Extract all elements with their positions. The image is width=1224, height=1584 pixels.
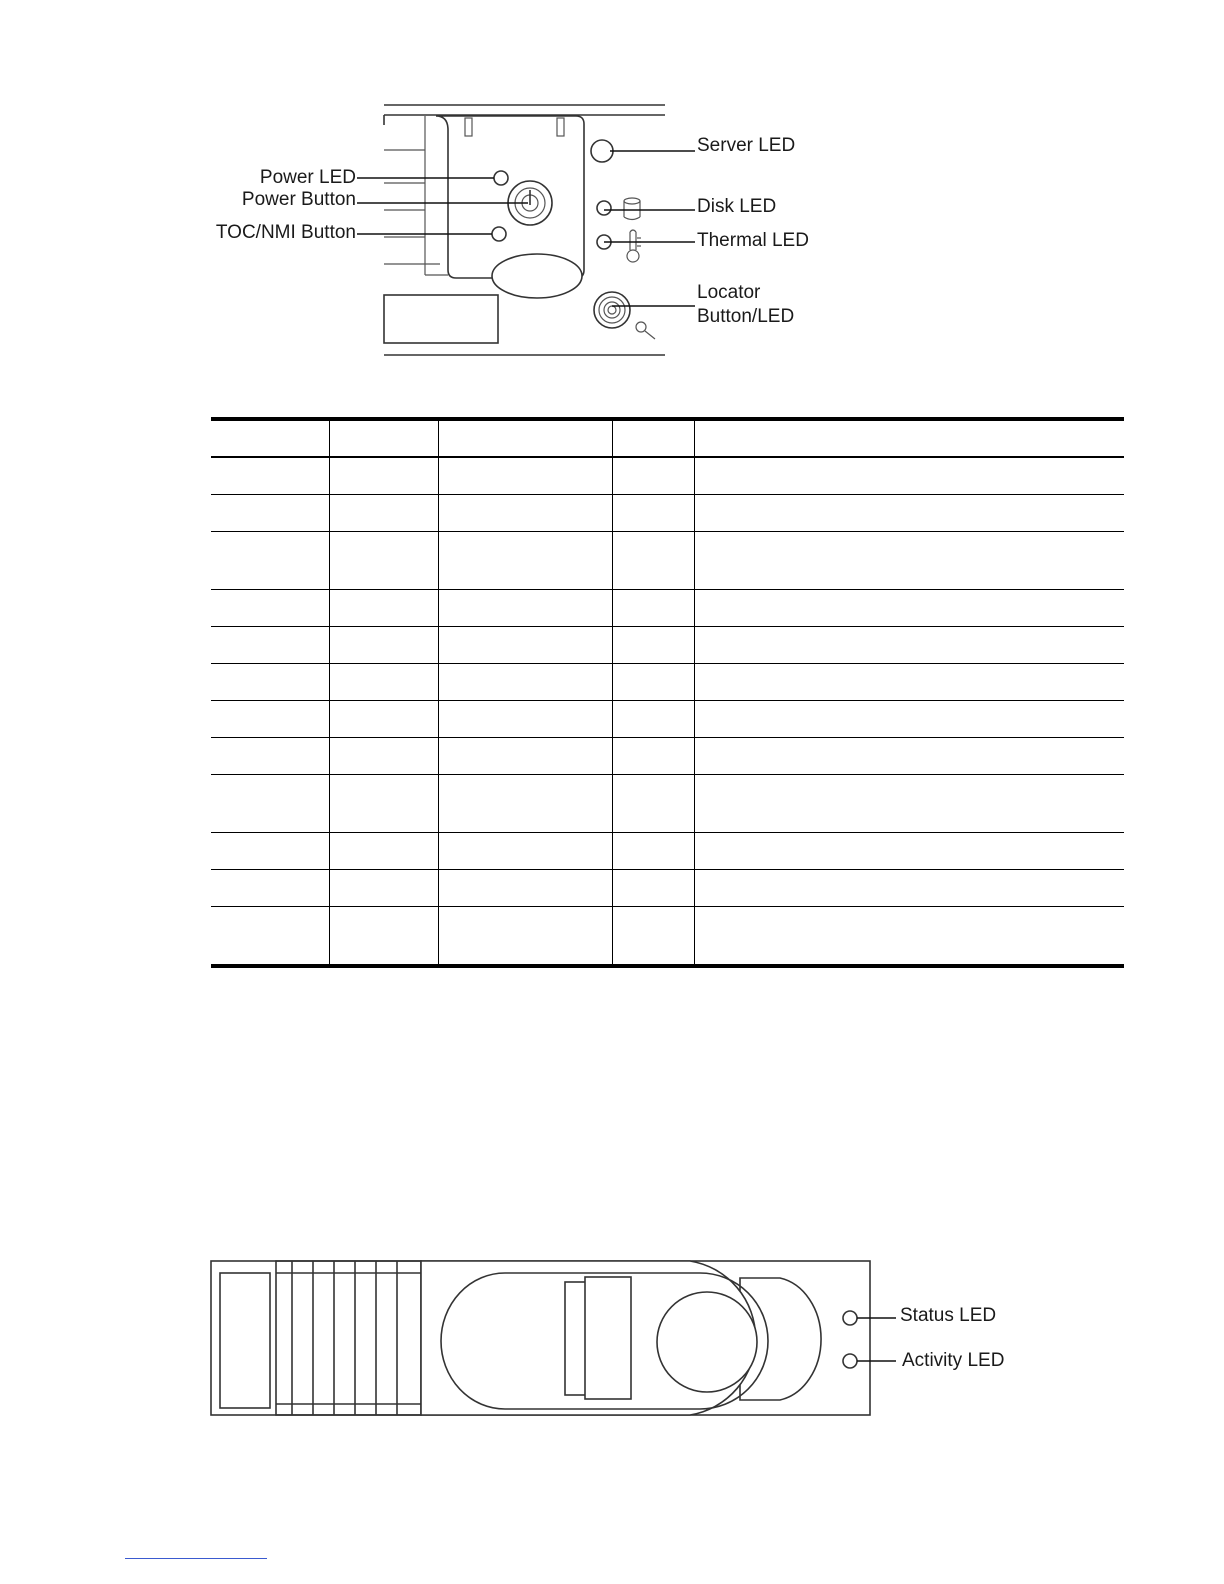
table-header-row [211, 419, 1124, 457]
table-row [211, 833, 1124, 870]
power-led-label: Power LED [259, 167, 356, 188]
table-header-cell [612, 419, 694, 457]
table-row [211, 775, 1124, 833]
toc-nmi-button-label: TOC/NMI Button [215, 222, 356, 243]
table-row [211, 664, 1124, 701]
locator-button[interactable] [594, 292, 630, 328]
locator-label-line2: Button/LED [697, 306, 795, 327]
table-row [211, 627, 1124, 664]
activity-led-label: Activity LED [902, 1350, 1005, 1371]
toc-nmi-button[interactable] [492, 227, 506, 241]
control-plate [425, 116, 584, 298]
table-header-cell [694, 419, 1124, 457]
table-header-cell [211, 419, 329, 457]
status-led [843, 1311, 857, 1325]
table-row [211, 870, 1124, 907]
server-led [591, 140, 613, 162]
magnifier-icon [636, 322, 655, 339]
locator-label-line1: Locator [697, 282, 761, 303]
table-row [211, 590, 1124, 627]
table-header-cell [329, 419, 438, 457]
disk-led [597, 201, 611, 215]
thermal-led-label: Thermal LED [697, 230, 809, 251]
front-panel-figure [0, 0, 1224, 400]
callout-lines [857, 1318, 896, 1361]
server-led-label: Server LED [697, 135, 796, 156]
status-led-label: Status LED [900, 1305, 997, 1326]
latch-oval [492, 254, 582, 298]
footnote-separator [125, 1558, 267, 1559]
table-row [211, 495, 1124, 532]
table-row [211, 457, 1124, 495]
table-row [211, 532, 1124, 590]
activity-led [843, 1354, 857, 1368]
led-table [211, 417, 1124, 968]
drive-carrier [211, 1261, 870, 1415]
thermometer-icon [627, 230, 641, 262]
disk-led-label: Disk LED [697, 196, 777, 217]
table-row [211, 738, 1124, 775]
table-row [211, 701, 1124, 738]
table-header-cell [438, 419, 612, 457]
power-button-label: Power Button [241, 189, 356, 210]
table-row [211, 907, 1124, 967]
disk-icon [624, 198, 640, 220]
power-led [494, 171, 508, 185]
